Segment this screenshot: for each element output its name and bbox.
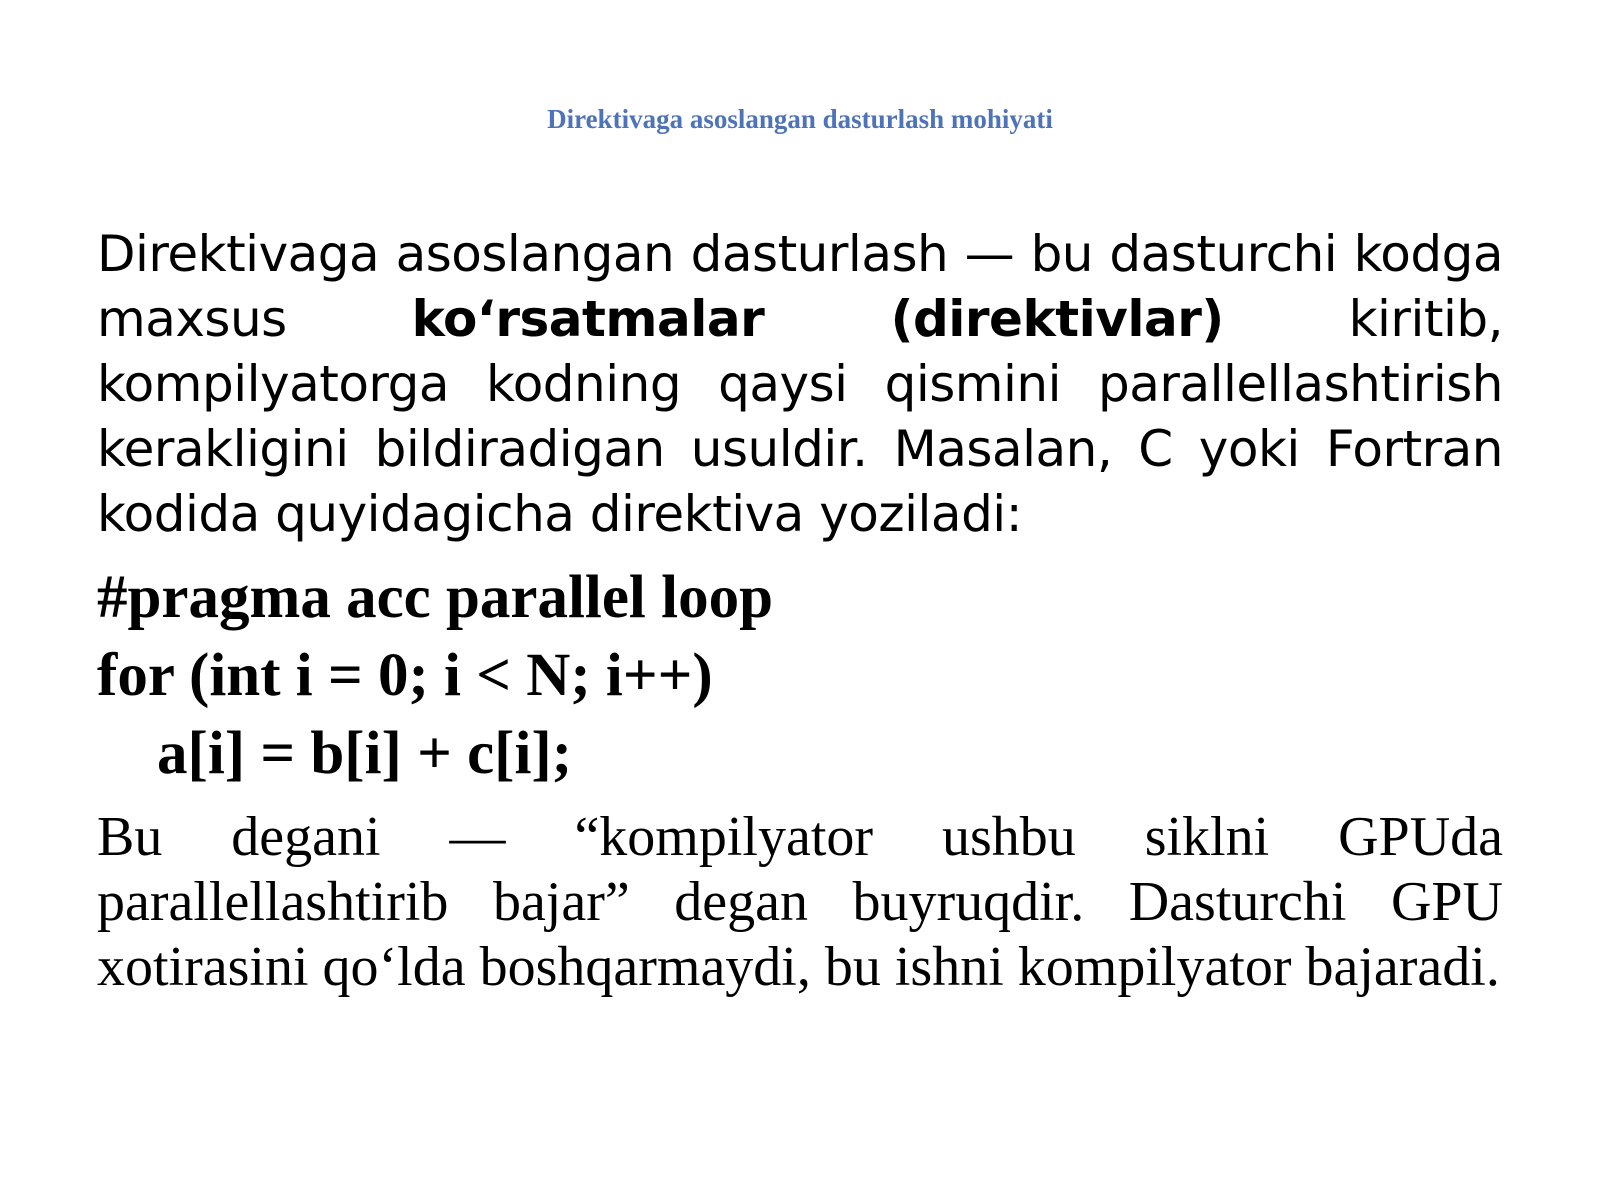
intro-text-start: Direktivaga asoslangan dasturlash — bu dasturchi kodga maxsus	[97, 225, 1503, 348]
intro-text-end: kiritib, kompilyatorga kodning qaysi qismini parallellashtirish kerakligini bildiradigan usuldir. Masalan, C yoki Fortran kodida quyidagicha direktiva yoziladi:	[97, 290, 1503, 543]
slide-title: Direktivaga asoslangan dasturlash mohiyati	[547, 104, 1053, 134]
code-line-assign: a[i] = b[i] + c[i];	[157, 720, 573, 787]
intro-paragraph	[97, 222, 1503, 547]
explanation-paragraph: Bu degani — “kompilyator ushbu siklni GPUda parallellashtirib bajar” degan buyruqdir. Dasturchi GPU xotirasini qo‘lda boshqarmaydi, bu ishni kompilyator bajaradi.	[97, 806, 1503, 998]
intro-bold-term: ko‘rsatmalar (direktivlar)	[411, 290, 1224, 348]
slide-body	[97, 222, 1503, 1000]
code-line-for: for (int i = 0; i < N; i++)	[97, 642, 713, 709]
code-line-pragma: #pragma acc parallel loop	[97, 564, 774, 631]
